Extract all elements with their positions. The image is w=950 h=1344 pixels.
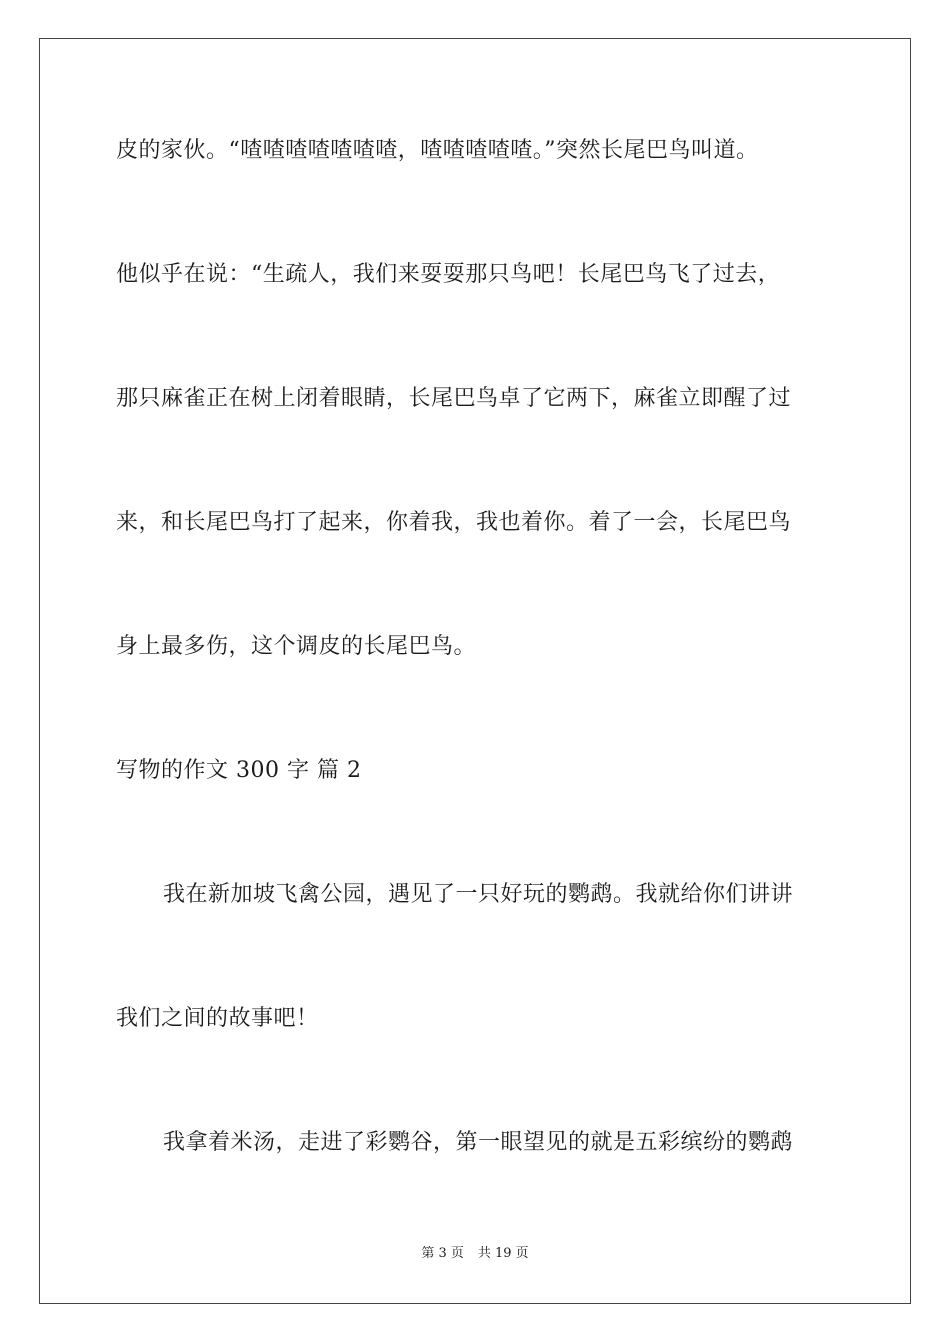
text-line-5: 身上最多伤，这个调皮的长尾巴鸟。 (116, 634, 477, 659)
text-line-2: 他似乎在说：“生疏人，我们来耍耍那只鸟吧！长尾巴鸟飞了过去， (116, 262, 781, 287)
text-line-1: 皮的家伙。“喳喳喳喳喳喳喳，喳喳喳喳喳。”突然长尾巴鸟叫道。 (116, 138, 759, 163)
page-total: 共 19 页 (477, 1246, 529, 1261)
section-heading: 写物的作文 300 字 篇 2 (116, 758, 362, 783)
paragraph-2-line-2: 我们之间的故事吧！ (116, 1006, 319, 1031)
page-frame (39, 38, 911, 1304)
paragraph-3-line-1: 我拿着米汤，走进了彩鹦谷，第一眼望见的就是五彩缤纷的鹦鹉 (163, 1130, 794, 1155)
page-footer (0, 1244, 950, 1264)
text-line-3: 那只麻雀正在树上闭着眼睛，长尾巴鸟卓了它两下，麻雀立即醒了过 (116, 386, 792, 411)
text-line-4: 来，和长尾巴鸟打了起来，你着我，我也着你。着了一会，长尾巴鸟 (116, 510, 792, 535)
page-number: 第 3 页 (421, 1246, 464, 1261)
paragraph-2-line-1: 我在新加坡飞禽公园，遇见了一只好玩的鹦鹉。我就给你们讲讲 (163, 882, 794, 907)
